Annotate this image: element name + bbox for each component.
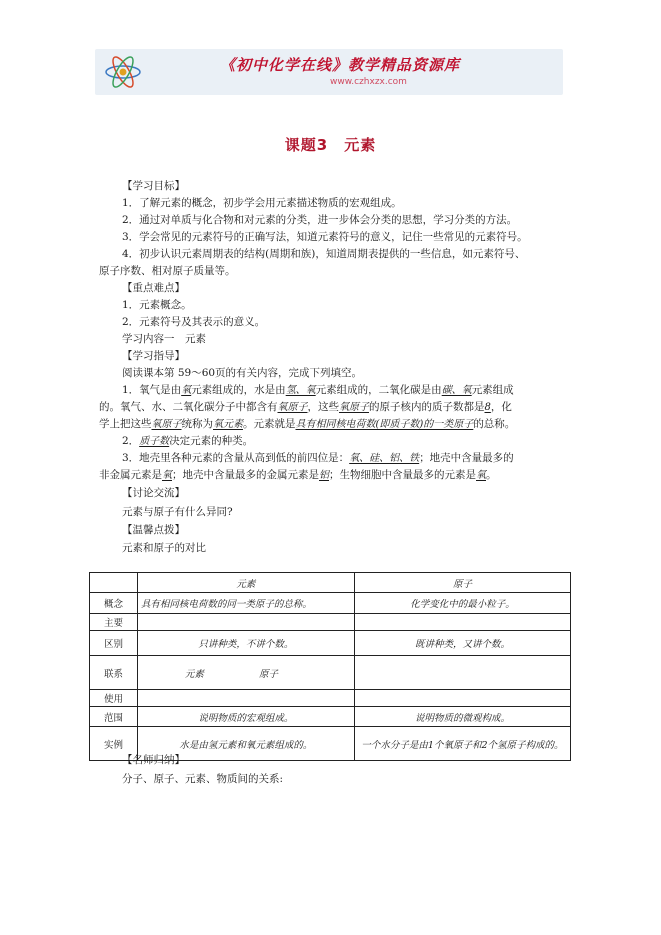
section-heading-discussion: 【讨论交流】: [122, 487, 185, 499]
answer-blank: 氧元素: [213, 419, 243, 430]
goal-4: 4．初步认识元素周期表的结构(周期和族)，知道周期表提供的一些信息，如元素符号、: [122, 248, 526, 260]
section-heading-summary: 【名师归纳】: [122, 754, 185, 766]
row-label: 实例: [90, 727, 138, 761]
atom-cell: 一个水分子是由1个氧原子和2个氢原子构成的。: [354, 727, 570, 761]
answer-blank: 氧: [476, 470, 486, 481]
answer-blank: 铝: [319, 470, 329, 481]
keypoint-1: 1．元素概念。: [122, 299, 192, 311]
keypoint-2: 2．元素符号及其表示的意义。: [122, 316, 266, 328]
table-row: [90, 656, 571, 690]
atom-cell: 说明物质的微观构成。: [354, 707, 570, 727]
answer-blank: 8: [484, 402, 491, 413]
fill-question-2: 2．质子数决定元素的种类。: [122, 435, 254, 447]
content-title: 学习内容一 元素: [122, 333, 206, 345]
section-heading-tips: 【温馨点拨】: [122, 524, 185, 536]
atom-cell: [354, 614, 570, 631]
fill-question-1-line2: 的。氧气、水、二氧化碳分子中都含有氧原子，这些氧原子的原子核内的质子数都是8，化: [99, 401, 512, 413]
fill-question-1-line3: 学上把这些氧原子统称为氧元素。元素就是具有相同核电荷数(即质子数)的一类原子的总称。: [99, 418, 516, 430]
goal-1: 1．了解元素的概念，初步学会用元素描述物质的宏观组成。: [122, 197, 402, 209]
atom-cell: [354, 656, 570, 690]
answer-blank: 氧原子: [277, 402, 308, 413]
element-cell: 只讲种类，不讲个数。: [137, 631, 354, 656]
table-row: [90, 593, 571, 614]
answer-blank: 氧: [162, 470, 172, 481]
element-cell: [137, 614, 354, 631]
header-banner: [95, 49, 563, 95]
answer-blank: 氧、硅、铝、铁: [349, 453, 420, 464]
row-label: 联系: [90, 656, 138, 690]
banner-url: www.czhxzx.com: [330, 77, 407, 87]
goal-4-cont: 原子序数、相对原子质量等。: [99, 265, 236, 277]
table-header-cell: [90, 573, 138, 593]
answer-blank: 氧: [181, 385, 192, 396]
goal-3: 3．学会常见的元素符号的正确写法，知道元素符号的意义，记住一些常见的元素符号。: [122, 231, 528, 243]
tips-text: 元素和原子的对比: [122, 542, 206, 554]
answer-blank: 氧原子: [151, 419, 182, 430]
goal-2: 2．通过对单质与化合物和对元素的分类，进一步体会分类的思想，学习分类的方法。: [122, 214, 518, 226]
answer-blank: 具有相同核电荷数(即质子数)的一类原子: [295, 419, 474, 430]
banner-title: 《初中化学在线》教学精品资源库: [220, 56, 461, 74]
fill-question-3: 3．地壳里各种元素的含量从高到低的前四位是：氧、硅、铝、铁；地壳中含量最多的: [122, 452, 514, 464]
atom-cell: 既讲种类，又讲个数。: [354, 631, 570, 656]
table-row: [90, 690, 571, 707]
guide-instruction: 阅读课本第 59～60页的有关内容，完成下列填空。: [122, 367, 363, 379]
answer-blank: 碳、氧: [441, 385, 472, 396]
fill-question-3-line2: 非金属元素是氧；地壳中含量最多的金属元素是铝；生物细胞中含量最多的元素是氧。: [99, 469, 497, 481]
row-label: 范围: [90, 707, 138, 727]
table-header-row: [90, 573, 571, 593]
row-label: 概念: [90, 593, 138, 614]
table-row: [90, 631, 571, 656]
atom-logo-icon: [103, 52, 143, 92]
summary-text: 分子、原子、元素、物质间的关系:: [122, 773, 284, 785]
atom-cell: [354, 690, 570, 707]
discussion-question: 元素与原子有什么异同?: [122, 506, 233, 518]
atom-cell: 化学变化中的最小粒子。: [354, 593, 570, 614]
element-cell: 说明物质的宏观组成。: [137, 707, 354, 727]
answer-blank: 质子数: [139, 436, 170, 447]
fill-question-1: 1．氧气是由氧元素组成的，水是由氢、氧元素组成的，二氧化碳是由碳、氧元素组成: [122, 384, 514, 396]
section-heading-keypoints: 【重点难点】: [122, 282, 185, 294]
element-cell: 水是由氢元素和氧元素组成的。: [137, 727, 354, 761]
table-header-cell: 原子: [354, 573, 570, 593]
page-title: 课题3 元素: [284, 136, 377, 154]
comparison-table: [89, 572, 571, 761]
answer-blank: 氧原子: [339, 402, 369, 413]
element-cell: 具有相同核电荷数的同一类原子的总称。: [137, 593, 354, 614]
section-heading-guide: 【学习指导】: [122, 350, 185, 362]
answer-blank: 氢、氧: [285, 385, 316, 396]
row-label: 主要: [90, 614, 138, 631]
section-heading-goals: 【学习目标】: [122, 180, 185, 192]
row-label: 区别: [90, 631, 138, 656]
table-header-cell: 元素: [137, 573, 354, 593]
table-row: [90, 614, 571, 631]
element-cell: 元素 原子: [137, 656, 354, 690]
row-label: 使用: [90, 690, 138, 707]
table-row: [90, 707, 571, 727]
element-cell: [137, 690, 354, 707]
